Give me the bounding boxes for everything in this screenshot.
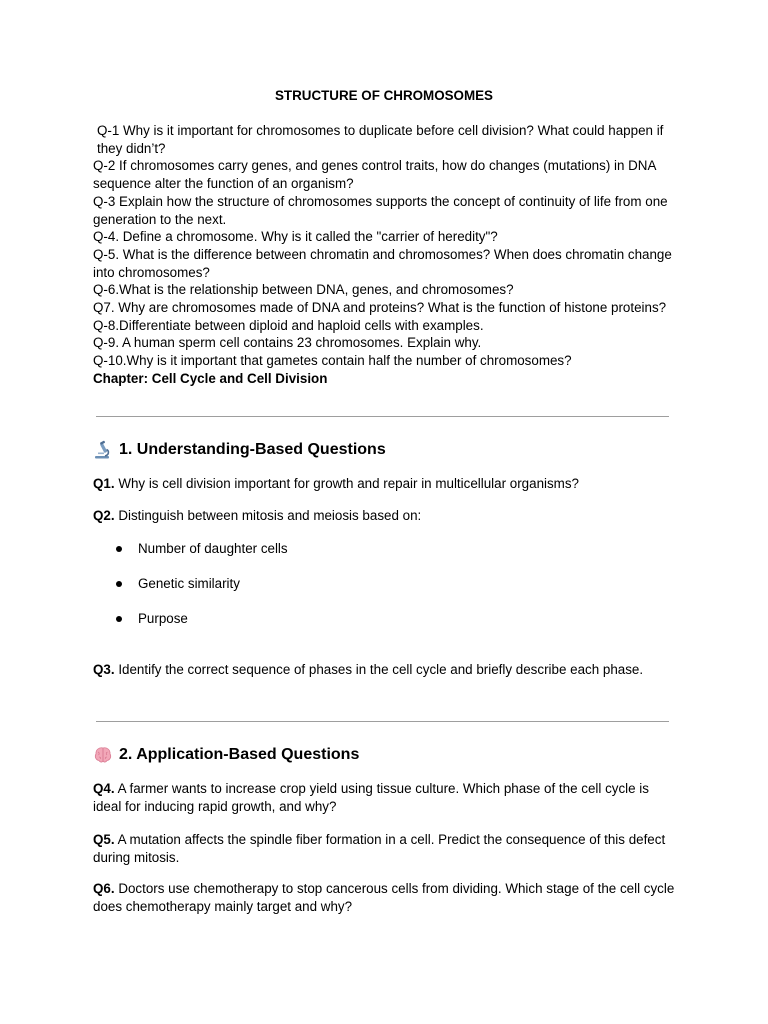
question-q2 [93, 507, 678, 525]
question-label: Q5. [93, 832, 115, 847]
question-item: Q-2 If chromosomes carry genes, and genes control traits, how do changes (mutations) in DNA sequence alter the function of an organism? [93, 158, 656, 192]
question-item: Q-4. Define a chromosome. Why is it called the "carrier of heredity"? [93, 229, 498, 245]
question-text: Distinguish between mitosis and meiosis based on: [114, 508, 422, 523]
bullet-icon [116, 616, 122, 622]
list-item-text: Purpose [138, 611, 188, 626]
question-text: Why is cell division important for growth and repair in multicellular organisms? [114, 476, 579, 491]
question-label: Q2. [93, 508, 115, 523]
question-label: Q6. [93, 881, 115, 896]
question-item: Q-8.Differentiate between diploid and haploid cells with examples. [93, 317, 484, 333]
question-item: Q-1 Why is it important for chromosomes to duplicate before cell division? What could happen if they didn’t? [97, 123, 664, 156]
bullet-icon [116, 581, 122, 587]
question-item: Q-6.What is the relationship between DNA, genes, and chromosomes? [93, 282, 514, 298]
question-q4 [93, 780, 678, 815]
brain-icon [93, 745, 113, 765]
section-heading-application [93, 745, 359, 765]
question-q6 [93, 880, 678, 915]
list-item [116, 575, 240, 593]
question-item: Q-3 Explain how the structure of chromosomes supports the concept of continuity of life from one generation to the next. [93, 193, 668, 227]
list-item [116, 610, 188, 628]
question-item: Q-9. A human sperm cell contains 23 chromosomes. Explain why. [93, 335, 482, 351]
question-item: Q-5. What is the difference between chromatin and chromosomes? When does chromatin change into chromosomes? [93, 246, 672, 280]
list-item-text: Genetic similarity [138, 576, 240, 591]
question-label: Q1. [93, 476, 115, 491]
chapter-heading: Chapter: Cell Cycle and Cell Division [93, 370, 328, 386]
list-item-text: Number of daughter cells [138, 541, 288, 556]
section-heading-understanding [93, 440, 386, 460]
list-item [116, 540, 288, 558]
question-text: Doctors use chemotherapy to stop cancerous cells from dividing. Which stage of the cell cycle does chemotherapy mainly target and why? [93, 881, 675, 914]
question-item: Q7. Why are chromosomes made of DNA and proteins? What is the function of histone proteins? [93, 300, 667, 316]
divider [96, 416, 669, 417]
question-text: Identify the correct sequence of phases in the cell cycle and briefly describe each phase. [114, 662, 644, 677]
divider [96, 721, 669, 722]
chromosome-question-list [93, 122, 678, 388]
microscope-icon [93, 440, 113, 460]
bullet-icon [116, 546, 122, 552]
question-q3 [93, 661, 678, 679]
section-heading-text: 1. Understanding-Based Questions [119, 441, 386, 458]
page-title: STRUCTURE OF CHROMOSOMES [275, 88, 493, 103]
question-q1 [93, 475, 678, 493]
question-item: Q-10.Why is it important that gametes contain half the number of chromosomes? [93, 353, 572, 369]
section-heading-text: 2. Application-Based Questions [119, 746, 360, 763]
question-q5 [93, 831, 678, 866]
question-text: A mutation affects the spindle fiber formation in a cell. Predict the consequence of this defect during mitosis. [93, 832, 666, 865]
question-label: Q4. [93, 781, 115, 796]
question-text: A farmer wants to increase crop yield using tissue culture. Which phase of the cell cycle is ideal for inducing rapid growth, and why? [93, 781, 649, 814]
question-label: Q3. [93, 662, 115, 677]
